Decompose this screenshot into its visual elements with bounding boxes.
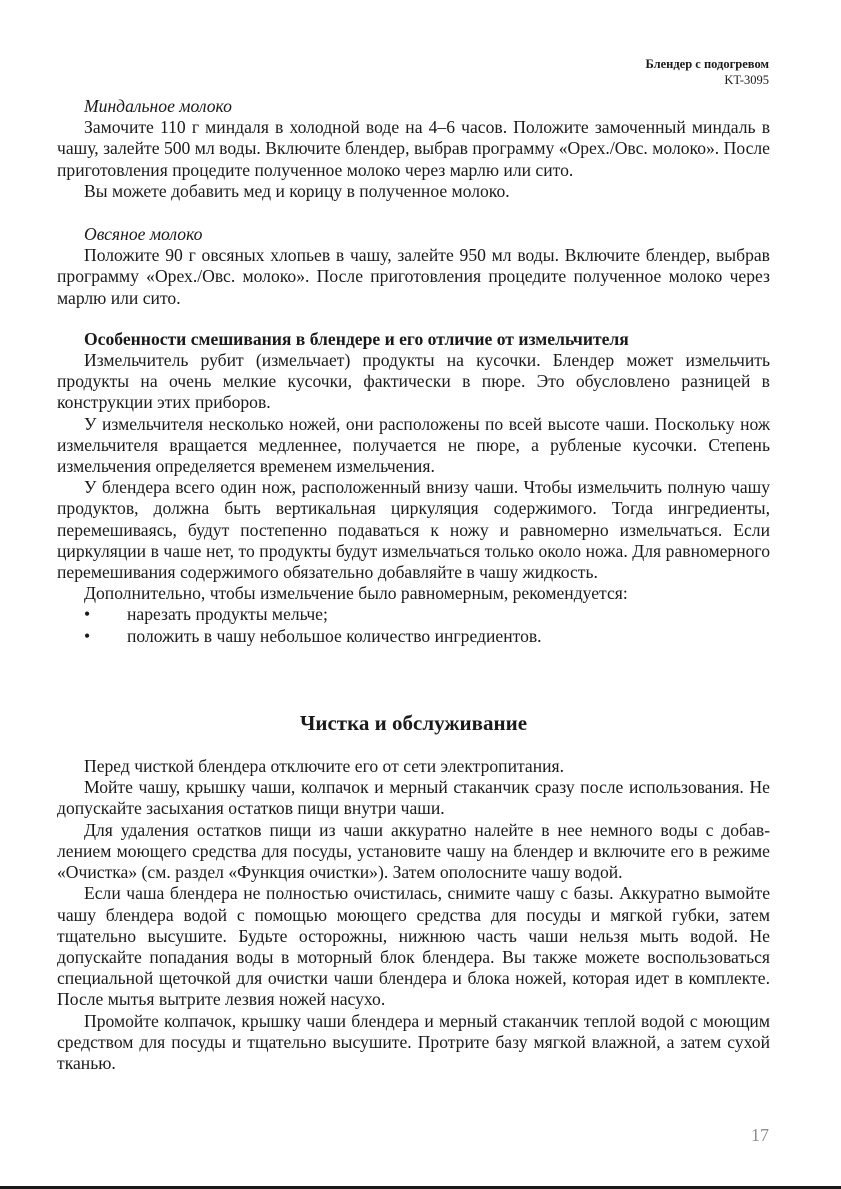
cleaning-paragraph-2: Мойте чашу, крышку чаши, колпачок и мерный стаканчик сразу после использования. Не допускайте засыхания остатков пищи внутри чаши.: [57, 777, 770, 819]
list-item: [57, 604, 770, 625]
blending-features-heading: Особенности смешивания в блендере и его отличие от измельчителя: [84, 328, 629, 349]
almond-milk-paragraph: Замочите 110 г миндаля в холодной воде на 4–6 часов. Положите замоченный миндаль в чашу, залейте 500 мл воды. Включите блендер, выбрав программу «Орех./Овс. молоко». После приготовления процедите полученное молоко через марлю или сито.: [57, 117, 770, 180]
oat-milk-paragraph: Положите 90 г овсяных хлопьев в чашу, залейте 950 мл воды. Включите блендер, выбрав программу «Орех./Овс. молоко». После приготовления процедите полученное молоко через марлю или сито.: [57, 245, 770, 308]
page-header: [645, 56, 769, 88]
cleaning-paragraph-4: Если чаша блендера не полностью очистилась, снимите чашу с базы. Аккуратно вымойте чашу блендера водой с помощью моющего средства для посуды и мягкой губки, затем тщательно высушите. Будьте осторожны, нижнюю часть чаши нельзя мыть водой. Не допускайте попадания воды в моторный блок блендера. Вы также можете воспользоваться специальной щеточкой для очистки чаши блендера и блока ножей, которая идет в комплекте. После мытья вытрите лезвия ножей насухо.: [57, 883, 770, 1010]
features-paragraph-1: Измельчитель рубит (измельчает) продукты на кусочки. Блендер может измельчить продукты на очень мелкие кусочки, фактически в пюре. Это обусловлено разницей в конструкции этих приборов.: [57, 350, 770, 413]
list-item: [57, 626, 770, 647]
features-paragraph-2: У измельчителя несколько ножей, они расположены по всей высоте чаши. Поскольку нож измельчителя вращается медленнее, получается не пюре, а рубленые кусочки. Степень измельчения определяется временем измельчения.: [57, 413, 770, 477]
bullet-icon: •: [84, 625, 91, 646]
list-item-text: положить в чашу небольшое количество ингредиентов.: [127, 625, 542, 646]
list-item-text: нарезать продукты мельче;: [127, 604, 328, 625]
recommendations-list: [57, 604, 770, 646]
features-paragraph-4: Дополнительно, чтобы измельчение было равномерным, рекомендуется:: [84, 583, 628, 604]
almond-milk-tip: Вы можете добавить мед и корицу в полученное молоко.: [84, 180, 510, 201]
spacer: [57, 202, 770, 224]
cleaning-paragraph-3: Для удаления остатков пищи из чаши аккуратно налейте в нее немного воды с добавлением моющего средства для посуды, установите чашу на блендер и включите его в режиме «Очистка» (см. раздел «Функция очистки»). Затем ополосните чашу водой.: [57, 819, 770, 883]
page-number: 17: [751, 1125, 769, 1145]
oat-milk-heading: Овсяное молоко: [84, 224, 203, 245]
spacer: [57, 309, 770, 329]
almond-milk-heading: Миндальное молоко: [84, 96, 232, 116]
features-paragraph-3: У блендера всего один нож, расположенный внизу чаши. Чтобы измельчить полную чашу продуктов, должна быть вертикальная циркуляция содержимого. Тогда ингредиенты, перемешиваясь, будут постепенно подаваться к ножу и равномерно измельчаться. Если циркуляции в чаше нет, то продукты будут измельчаться только около ножа. Для равномерного перемешивания содержимого обязательно добавляйте в чашу жидкость.: [57, 477, 770, 583]
model-number: KT-3095: [724, 73, 769, 87]
cleaning-section-title: Чистка и обслуживание: [299, 710, 528, 735]
cleaning-paragraph-1: Перед чисткой блендера отключите его от сети электропитания.: [84, 756, 565, 777]
page-content: [57, 96, 770, 1074]
product-name: Блендер с подогревом: [645, 57, 769, 71]
cleaning-paragraph-5: Промойте колпачок, крышку чаши блендера и мерный стаканчик теплой водой с моющим средством для посуды и тщательно высушите. Протрите базу мягкой влажной, а затем сухой тканью.: [57, 1010, 770, 1073]
bullet-icon: •: [84, 604, 91, 625]
